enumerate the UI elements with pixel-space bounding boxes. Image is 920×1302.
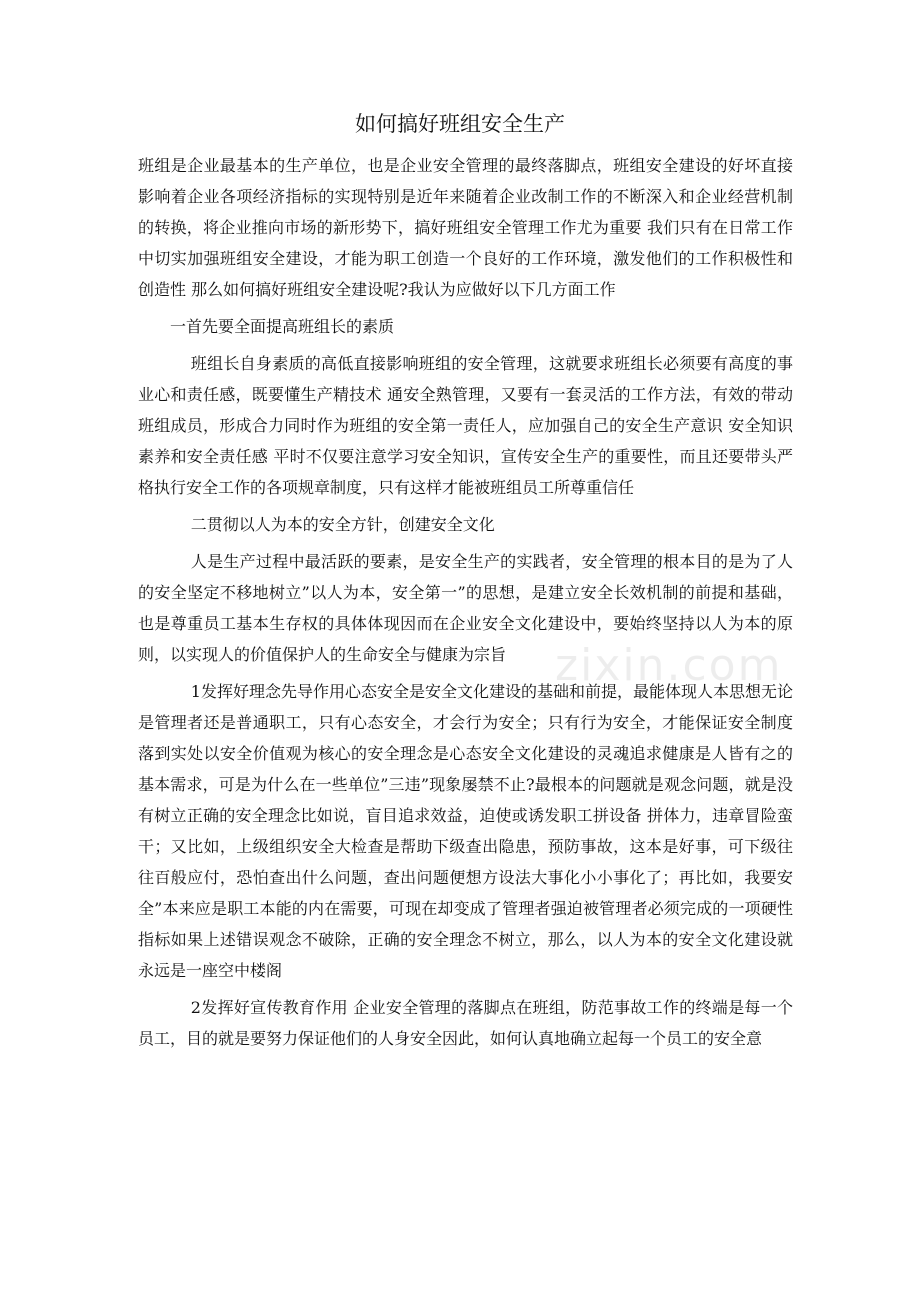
- intro-paragraph: 班组是企业最基本的生产单位，也是企业安全管理的最终落脚点，班组安全建设的好坏直接影响着企业各项经济指标的实现特别是近年来随着企业改制工作的不断深入和企业经营机制的转换，将企业推向市场的新形势下，搞好班组安全管理工作尤为重要 我们只有在日常工作中切实加强班组安全建设，才能为职工创造一个良好的工作环境，激发他们的工作积极性和创造性 那么如何搞好班组安全建设呢?我认为应做好以下几方面工作: [138, 156, 793, 299]
- subsection-2-paragraph: 2发挥好宣传教育作用 企业安全管理的落脚点在班组，防范事故工作的终端是每一个员工，目的就是要努力保证他们的人身安全因此，如何认真地确立起每一个员工的安全意: [138, 998, 793, 1048]
- watermark: zixin.com: [555, 640, 783, 691]
- section-heading-2: 二贯彻以人为本的安全方针，创建安全文化: [190, 515, 495, 534]
- document-title: 如何搞好班组安全生产: [355, 112, 565, 136]
- section-1-paragraph: 班组长自身素质的高低直接影响班组的安全管理，这就要求班组长必须要有高度的事业心和责任感，既要懂生产精技术 通安全熟管理，又要有一套灵活的工作方法，有效的带动班组成员，形成合力同时作为班组的安全第一责任人，应加强自己的安全生产意识 安全知识素养和安全责任感 平时不仅要注意学习安全知识，宣传安全生产的重要性，而且还要带头严格执行安全工作的各项规章制度，只有这样才能被班组员工所尊重信任: [138, 354, 793, 497]
- section-2-paragraph: 人是生产过程中最活跃的要素，是安全生产的实践者，安全管理的根本目的是为了人的安全坚定不移地树立”以人为本，安全第一”的思想，是建立安全长效机制的前提和基础，也是尊重员工基本生存权的具体体现因而在企业安全文化建设中，要始终坚持以人为本的原则，以实现人的价值保护人的生命安全与健康为宗旨: [138, 552, 793, 664]
- subsection-1-paragraph: 1发挥好理念先导作用心态安全是安全文化建设的基础和前提，最能体现人本思想无论是管理者还是普通职工，只有心态安全，才会行为安全；只有行为安全，才能保证安全制度落到实处以安全价值观为核心的安全理念是心态安全文化建设的灵魂追求健康是人皆有之的基本需求，可是为什么在一些单位”三违”现象屡禁不止?最根本的问题就是观念问题，就是没有树立正确的安全理念比如说，盲目追求效益，迫使或诱发职工拼设备 拼体力，违章冒险蛮干；又比如，上级组织安全大检查是帮助下级查出隐患，预防事故，这本是好事，可下级往往百般应付，恐怕查出什么问题，查出问题便想方设法大事化小小事化了；再比如，我要安全”本来应是职工本能的内在需要，可现在却变成了管理者强迫被管理者必须完成的一项硬性指标如果上述错误观念不破除，正确的安全理念不树立，那么，以人为本的安全文化建设就永远是一座空中楼阁: [138, 682, 793, 980]
- section-heading-1: 一首先要全面提高班组长的素质: [170, 317, 395, 336]
- document-body: [138, 150, 793, 1054]
